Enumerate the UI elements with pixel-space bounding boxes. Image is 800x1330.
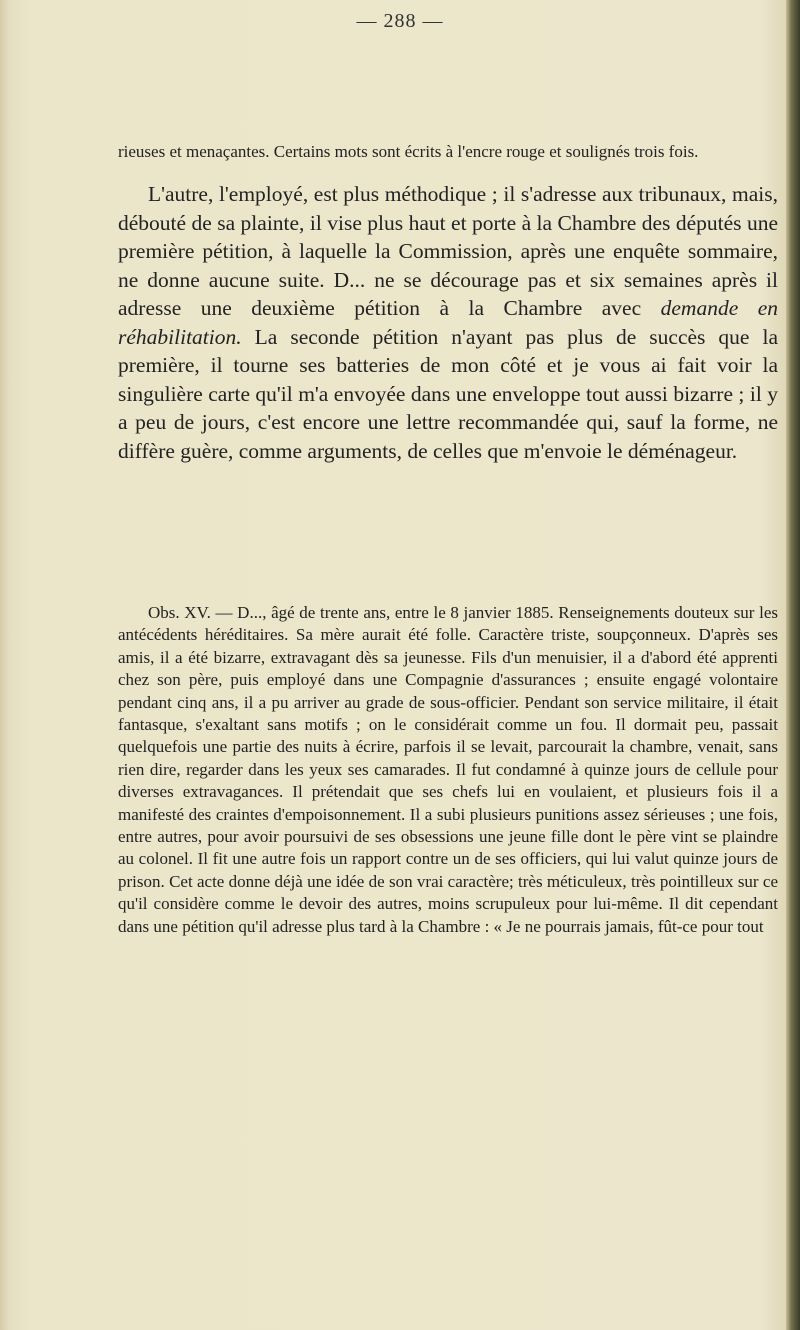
page-number: — 288 — [356,10,444,32]
page-binding-edge [786,0,800,1330]
paragraph-2 [118,180,778,465]
observation-text: Obs. XV. — D..., âgé de trente ans, entre le 8 janvier 1885. Renseignements douteux sur les antécédents héréditaires. Sa mère aurait été folle. Caractère triste, soupçonneux. D'après ses amis, il a été bizarre, extravagant dès sa jeunesse. Fils d'un menuisier, il a d'abord été apprenti chez son père, puis employé dans une Compagnie d'assurances ; ensuite engagé volontaire pendant cinq ans, il a pu arriver au grade de sous-officier. Pendant son service militaire, il était fantasque, s'exaltant sans motifs ; on le considérait comme un fou. Il dormait peu, passait quelquefois une partie des nuits à écrire, parfois il se levait, parcourait la chambre, venait, sans rien dire, regarder dans les yeux ses camarades. Il fut condamné à quinze jours de cellule pour diverses extravagances. Il prétendait que ses chefs lui en voulaient, et plusieurs fois il a manifesté des craintes d'empoisonnement. Il a subi plusieurs punitions assez sérieuses ; une fois, entre autres, pour avoir poursuivi de ses obsessions une jeune fille dont le père vint se plaindre au colonel. Il fit une autre fois un rapport contre un de ses officiers, qui lui valut quinze jours de prison. Cet acte donne déjà une idée de son vrai caractère; très méticuleux, très pointilleux sur ce qu'il considère comme le devoir des autres, moins scrupuleux pour lui-même. Il dit cependant dans une pétition qu'il adresse plus tard à la Chambre : « Je ne pourrais jamais, fût-ce pour tout [118,603,778,936]
paragraph-2-italic: demande en réhabilitation. [118,296,779,349]
paragraph-2-part-a: L'autre, l'employé, est plus méthodique ; il s'adresse aux tribunaux, mais, débouté de sa plainte, il vise plus haut et porte à la Chambre des députés une première pétition, à laquelle la Commission, après une enquête sommaire, ne donne aucune suite. D... ne se décourage pas et six semaines après il adresse une deuxième pétition à la Chambre avec [118,182,778,320]
page-left-edge [0,0,10,1330]
paragraph-2-part-b: La seconde pétition n'ayant pas plus de succès que la première, il tourne ses batteries de mon côté et je vous ai fait voir la singulière carte qu'il m'a envoyée dans une enveloppe tout aussi bizarre ; il y a peu de jours, c'est encore une lettre recommandée qui, sauf la forme, ne diffère guère, comme arguments, de celles que m'envoie le déménageur. [118,324,778,463]
paragraph-main [118,180,778,465]
paragraph-1-text: rieuses et menaçantes. Certains mots sont écrits à l'encre rouge et soulignés trois fois. [118,142,699,161]
paragraph-continuation [118,142,778,162]
observation-paragraph [118,602,778,938]
